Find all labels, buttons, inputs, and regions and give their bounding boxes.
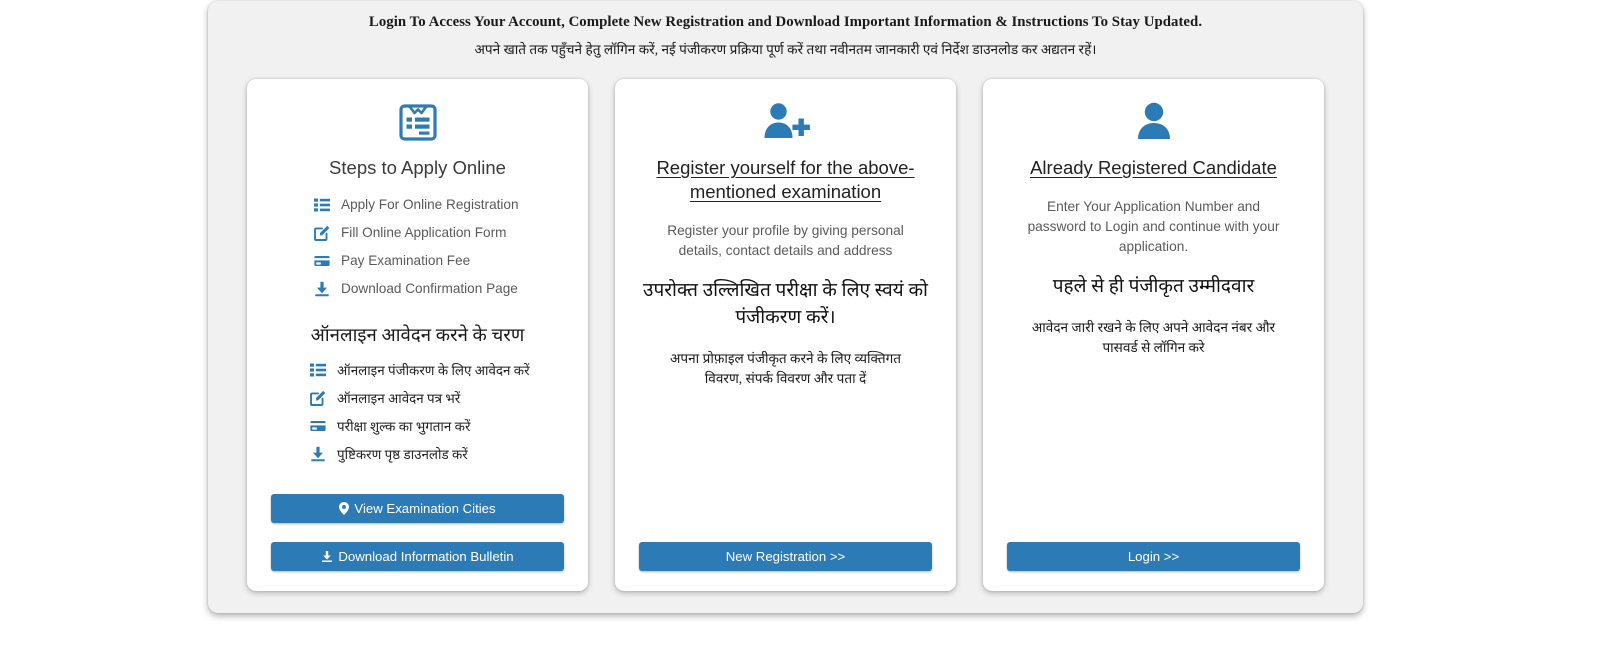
card-2-button-area [639,542,932,571]
step-label: Fill Online Application Form [341,225,507,241]
download-icon [309,445,326,462]
step-label: ऑनलाइन आवेदन पत्र भरें [337,390,461,406]
panel-header [208,1,1363,61]
map-marker-icon [339,502,349,515]
already-registered-description-hindi: आवेदन जारी रखने के लिए अपने आवेदन नंबर और पासवर्ड से लॉगिन करे [1031,319,1276,356]
credit-card-icon [313,252,330,269]
list-icon [313,196,330,213]
step-item [309,387,574,408]
download-icon [321,550,333,563]
step-item [309,415,574,436]
step-item [313,222,574,243]
user-icon [1134,97,1174,147]
already-registered-description-english: Enter Your Application Number and password to Login and continue with your application. [1027,199,1280,254]
header-notice-english: Login To Access Your Account, Complete New Registration and Download Important Information & Instructions To Stay Updated. [368,14,1203,30]
step-item [313,278,574,299]
card-steps-to-apply [247,79,588,591]
new-registration-description-hindi-title: उपरोक्त उल्लिखित परीक्षा के लिए स्वयं को पंजीकरण करें। [643,279,928,328]
step-label: Apply For Online Registration [341,197,519,213]
view-examination-cities-label: View Examination Cities [354,501,496,516]
cards-row [208,79,1363,591]
card-1-button-stack [271,494,564,571]
view-examination-cities-button[interactable] [271,494,564,523]
login-label: Login >> [1127,549,1180,564]
step-item [309,359,574,380]
header-notice-hindi: अपने खाते तक पहुँचने हेतु लॉगिन करें, नई पंजीकरण प्रक्रिया पूर्ण करें तथा नवीनतम जानकारी एवं निर्देश डाउनलोड कर अद्यतन रहें। [474,42,1097,58]
new-registration-description-hindi: अपना प्रोफ़ाइल पंजीकृत करने के लिए व्यक्तिगत विवरण, संपर्क विवरण और पता दें [670,350,901,387]
steps-subheading-hindi: ऑनलाइन आवेदन करने के चरण [310,325,525,347]
card-3-button-area [1007,542,1300,571]
edit-square-icon [309,389,326,406]
download-information-bulletin-label: Download Information Bulletin [338,549,514,564]
already-registered-description-hindi-title: पहले से ही पंजीकृत उम्मीदवार [1052,275,1255,297]
download-information-bulletin-button[interactable] [271,542,564,571]
steps-list-english [261,194,574,306]
step-item [309,443,574,464]
card-title-already-registered: Already Registered Candidate [1030,157,1277,178]
login-button[interactable] [1007,542,1300,571]
steps-list-hindi [261,359,574,471]
step-label: ऑनलाइन पंजीकरण के लिए आवेदन करें [337,362,530,378]
download-icon [313,280,330,297]
card-new-registration [615,79,956,591]
new-registration-button[interactable] [639,542,932,571]
new-registration-description-english: Register your profile by giving personal details, contact details and address [667,223,904,258]
step-item [313,250,574,271]
main-panel [208,1,1363,613]
user-plus-icon [762,97,810,147]
step-item [313,194,574,215]
list-icon [309,361,326,378]
clipboard-list-icon [397,97,439,147]
card-title-steps: Steps to Apply Online [329,157,506,178]
new-registration-label: New Registration >> [725,549,846,564]
credit-card-icon [309,417,326,434]
card-already-registered [983,79,1324,591]
step-label: पुष्टिकरण पृष्ठ डाउनलोड करें [337,446,468,462]
edit-square-icon [313,224,330,241]
step-label: Download Confirmation Page [341,281,518,297]
step-label: Pay Examination Fee [341,253,471,269]
step-label: परीक्षा शुल्क का भुगतान करें [337,418,471,434]
card-title-new-registration: Register yourself for the above-mentioned examination [656,157,915,203]
